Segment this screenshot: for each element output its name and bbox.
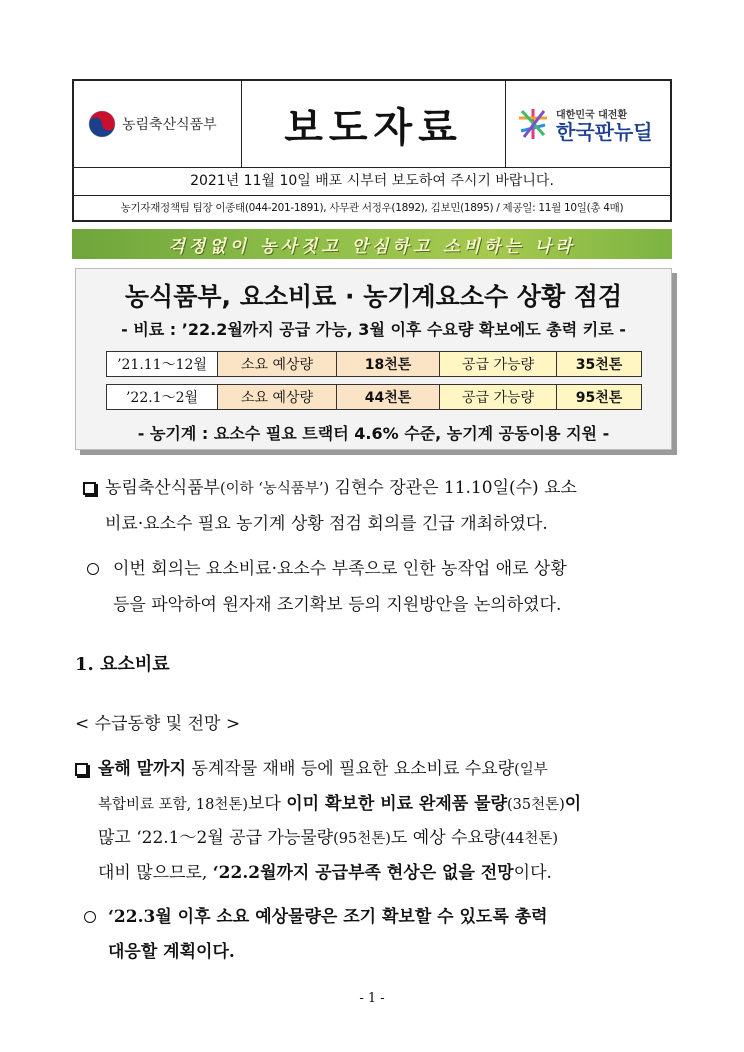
contact-info: 농기자재정책팀 팀장 이종태(044-201-1891), 사무관 서정우(1892), 김보민(1895) / 제공일: 11월 10일(총 4매) [120, 202, 624, 214]
period-cell: ’21.11～12월 [107, 352, 218, 377]
slogan-banner [72, 229, 672, 259]
supply-table-row1 [106, 351, 642, 377]
supply-value-cell: 35천톤 [557, 352, 642, 377]
square-bullet-icon [75, 763, 88, 776]
paragraph-2-line1: 이번 회의는 요소비료·요소수 부족으로 인한 농작업 애로 상황 [113, 559, 567, 579]
paragraph-1-line1: 농림축산식품부(이하 ‘농식품부’) 김현수 장관은 11.10일(수) 요소 [105, 478, 577, 498]
paragraph-2-line2: 등을 파악하여 원자재 조기확보 등의 지원방안을 논의하였다. [113, 595, 562, 615]
paragraph-3-line2: 복합비료 포함, 18천톤)보다 이미 확보한 비료 완제품 물량(35천톤)이 [98, 794, 582, 814]
supply-label-cell: 공급 가능량 [440, 352, 557, 377]
paragraph-4-line2: 대응할 계획이다. [108, 942, 235, 962]
supply-value-cell: 95천톤 [557, 385, 642, 410]
supply-label-cell: 공급 가능량 [440, 385, 557, 410]
circle-bullet-icon [84, 911, 96, 923]
subheadline-fertilizer: - 비료 : ’22.2월까지 공급 가능, 3월 이후 수요량 확보에도 총력 키로 - [121, 320, 626, 339]
table-row [107, 352, 642, 377]
newdeal-slogan: 대한민국 대전환 [556, 109, 628, 121]
subheadline-machinery: - 농기계 : 요소수 필요 트랙터 4.6% 수준, 농기계 공동이용 지원 - [137, 424, 610, 443]
paragraph-4-line1: ‘22.3월 이후 소요 예상물량은 조기 확보할 수 있도록 총력 [108, 907, 548, 927]
paragraph-1-line2: 비료·요소수 필요 농기계 상황 점검 회의를 긴급 개최하였다. [105, 514, 548, 534]
headline: 농식품부, 요소비료 · 농기계요소수 상황 점검 [124, 282, 623, 311]
period-cell: ’22.1～2월 [107, 385, 218, 410]
newdeal-name: 한국판뉴딜 [556, 119, 653, 144]
ministry-name: 농림축산식품부 [122, 117, 217, 133]
circle-bullet-icon [87, 563, 99, 575]
summary-box [75, 268, 672, 450]
subheading: < 수급동향 및 전망 > [75, 714, 241, 734]
embargo-notice: 2021년 11월 10일 배포 시부터 보도하여 주시기 바랍니다. [74, 168, 670, 196]
newdeal-logo-cell [506, 81, 670, 167]
need-value-cell: 18천톤 [337, 352, 440, 377]
paragraph-3-line3: 많고 ‘22.1～2월 공급 가능물량(95천톤)도 예상 수요량(44천톤) [98, 828, 558, 848]
need-label-cell: 소요 예상량 [218, 352, 337, 377]
newdeal-logo-icon [516, 107, 550, 141]
ministry-logo-cell [74, 81, 242, 167]
page-number: - 1 - [359, 991, 385, 1006]
header-top-row [74, 81, 670, 168]
table-row [107, 385, 642, 410]
page-title: 보도자료 [284, 104, 463, 151]
paragraph-3-line4: 대비 많으므로, ‘22.2월까지 공급부족 현상은 없을 전망이다. [98, 863, 552, 883]
section-heading: 1. 요소비료 [75, 654, 170, 675]
need-label-cell: 소요 예상량 [218, 385, 337, 410]
paragraph-3-line1: 올해 말까지 동계작물 재배 등에 필요한 요소비료 수요량(일부 [98, 759, 548, 779]
supply-table-row2 [106, 384, 642, 410]
press-header [72, 79, 672, 222]
title-cell [242, 81, 506, 167]
need-value-cell: 44천톤 [337, 385, 440, 410]
taegeuk-icon [88, 110, 116, 138]
slogan-text: 걱정없이 농사짓고 안심하고 소비하는 나라 [168, 236, 576, 257]
square-bullet-icon [83, 482, 96, 495]
newdeal-text [556, 106, 653, 143]
